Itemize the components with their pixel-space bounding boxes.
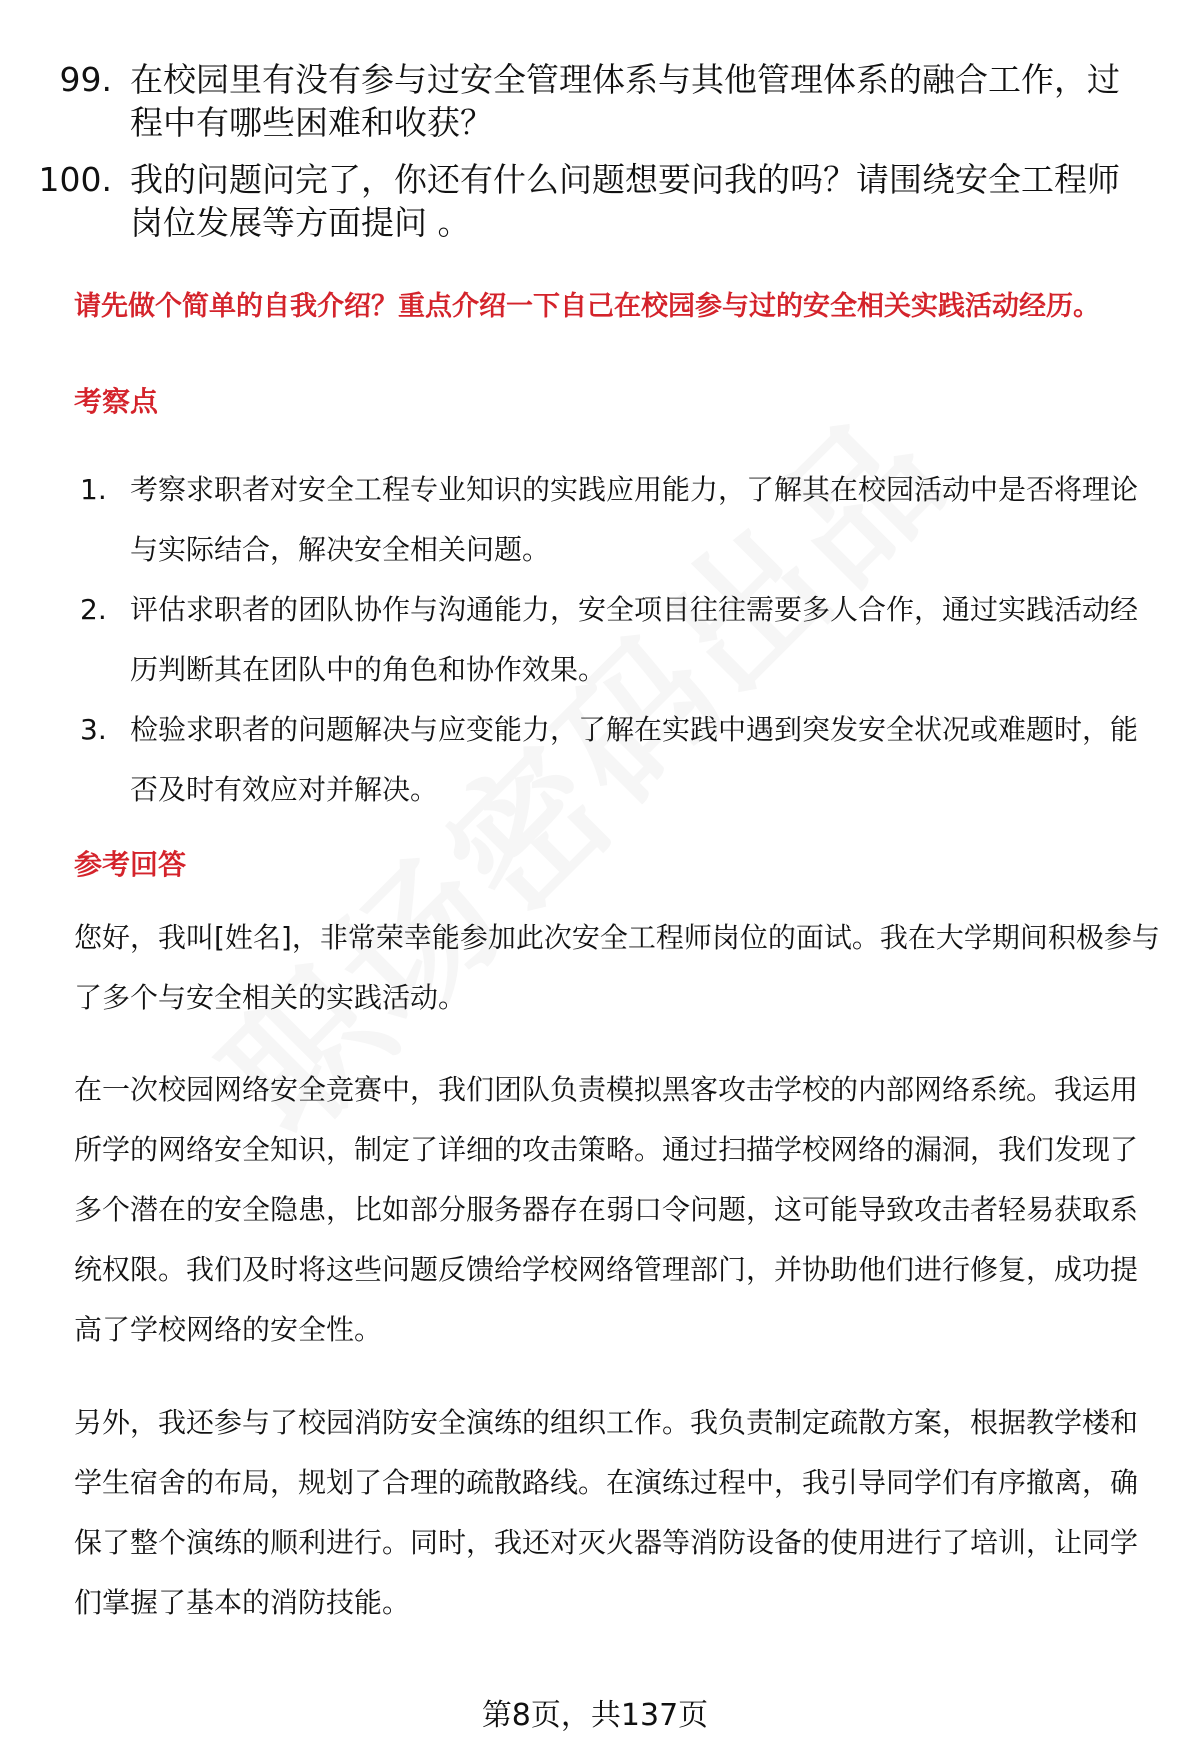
question-item — [0, 58, 1190, 144]
question-text: 在校园里有没有参与过安全管理体系与其他管理体系的融合工作，过程中有哪些困难和收获？ — [130, 60, 1120, 142]
question-number: 100. — [38, 160, 112, 199]
answer-paragraph: 另外，我还参与了校园消防安全演练的组织工作。我负责制定疏散方案，根据教学楼和学生宿舍的布局，规划了合理的疏散路线。在演练过程中，我引导同学们有序撤离，确保了整个演练的顺利进行。同时，我还对灭火器等消防设备的使用进行了培训，让同学们掌握了基本的消防技能。 — [74, 1406, 1139, 1619]
point-number: 3. — [80, 713, 107, 746]
point-text: 评估求职者的团队协作与沟通能力，安全项目往往需要多人合作，通过实践活动经历判断其在团队中的角色和协作效果。 — [130, 593, 1139, 686]
point-number: 2. — [80, 593, 107, 626]
point-item — [0, 460, 1190, 580]
point-item — [0, 580, 1190, 700]
point-number: 1. — [80, 473, 107, 506]
answer-paragraph: 在一次校园网络安全竞赛中，我们团队负责模拟黑客攻击学校的内部网络系统。我运用所学的网络安全知识，制定了详细的攻击策略。通过扫描学校网络的漏洞，我们发现了多个潜在的安全隐患，比如部分服务器存在弱口令问题，这可能导致攻击者轻易获取系统权限。我们及时将这些问题反馈给学校网络管理部门，并协助他们进行修复，成功提高了学校网络的安全性。 — [74, 1073, 1139, 1346]
point-text: 考察求职者对安全工程专业知识的实践应用能力，了解其在校园活动中是否将理论与实际结合，解决安全相关问题。 — [130, 473, 1139, 566]
main-question: 请先做个简单的自我介绍？重点介绍一下自己在校园参与过的安全相关实践活动经历。 — [74, 291, 1100, 322]
question-list — [0, 58, 1190, 258]
examination-points-list — [0, 460, 1190, 820]
answer-paragraph: 您好，我叫[姓名]，非常荣幸能参加此次安全工程师岗位的面试。我在大学期间积极参与了多个与安全相关的实践活动。 — [74, 921, 1160, 1014]
examination-points-heading: 考察点 — [74, 385, 159, 418]
question-item — [0, 158, 1190, 244]
question-text: 我的问题问完了，你还有什么问题想要问我的吗？请围绕安全工程师岗位发展等方面提问 。 — [130, 160, 1120, 242]
page-footer: 第8页，共137页 — [481, 1698, 709, 1733]
question-number: 99. — [59, 60, 112, 99]
reference-answer-heading: 参考回答 — [74, 848, 187, 881]
point-text: 检验求职者的问题解决与应变能力，了解在实践中遇到突发安全状况或难题时，能否及时有效应对并解决。 — [130, 713, 1139, 806]
point-item — [0, 700, 1190, 820]
